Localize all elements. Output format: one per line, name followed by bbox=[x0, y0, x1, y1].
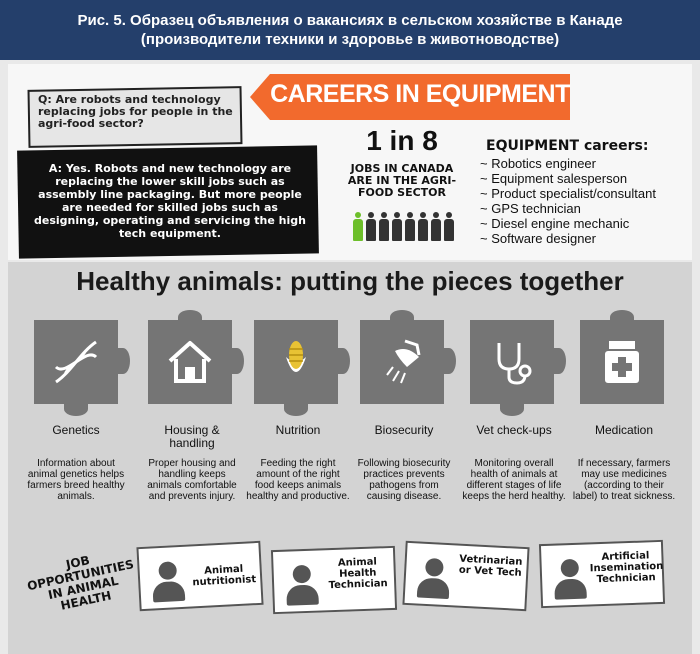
piece-description: Following biosecurity practices prevents pathogens from causing disease. bbox=[357, 458, 451, 502]
banner-notch bbox=[250, 74, 270, 120]
piece-description: If necessary, farmers may use medicines (according to their label) to treat sickness. bbox=[572, 458, 676, 502]
answer-text: A: Yes. Robots and new technology are replacing the lower skill jobs such as assembly line packaging. But more people are needed for skilled jobs such as designing, operating and servicing the high tech equipment. bbox=[34, 162, 306, 240]
person-icon bbox=[443, 212, 455, 242]
job-card bbox=[271, 546, 397, 614]
job-card bbox=[402, 541, 529, 611]
person-icon bbox=[352, 212, 364, 242]
job-card-label: Artificial Insemination Technician bbox=[589, 550, 664, 586]
piece-description: Monitoring overall health of animals at different stages of life keeps the herd healthy. bbox=[462, 458, 566, 502]
career-item: ~ Product specialist/consultant bbox=[480, 186, 656, 201]
piece-description: Proper housing and handling keeps animals comfortable and prevents injury. bbox=[147, 458, 237, 502]
job-card-label: Vetrinarian or Vet Tech bbox=[458, 553, 523, 579]
person-icon bbox=[365, 212, 377, 242]
job-card-label: Animal nutritionist bbox=[192, 563, 257, 589]
person-silhouette-icon bbox=[551, 558, 588, 599]
puzzle-piece-medication bbox=[580, 320, 664, 404]
piece-title: Nutrition bbox=[275, 423, 321, 437]
person-icon bbox=[378, 212, 390, 242]
equipment-careers-list bbox=[480, 156, 656, 246]
job-opportunities-heading: JOB OPPORTUNITIES IN ANIMAL HEALTH bbox=[25, 553, 136, 613]
caption-line-1: Рис. 5. Образец объявления о вакансиях в сельском хозяйстве в Канаде bbox=[77, 12, 623, 29]
careers-title: CAREERS IN EQUIPMENT bbox=[270, 80, 570, 108]
person-icon bbox=[404, 212, 416, 242]
piece-title: Vet check-ups bbox=[476, 423, 552, 437]
piece-description: Feeding the right amount of the right food keeps animals healthy and productive. bbox=[246, 458, 350, 502]
career-item: ~ Software designer bbox=[480, 231, 596, 246]
puzzle-piece-genetics bbox=[34, 320, 118, 404]
career-item: ~ Diesel engine mechanic bbox=[480, 216, 630, 231]
piece-description: Information about animal genetics helps farmers breed healthy animals. bbox=[27, 458, 125, 502]
house-icon bbox=[165, 337, 215, 387]
puzzle-piece-housing bbox=[148, 320, 232, 404]
puzzle-piece-nutrition bbox=[254, 320, 338, 404]
career-item: ~ GPS technician bbox=[480, 201, 581, 216]
person-icon bbox=[430, 212, 442, 242]
person-silhouette-icon bbox=[415, 557, 453, 599]
ratio-headline: 1 in 8 bbox=[366, 125, 438, 156]
job-card-label: Animal Health Technician bbox=[328, 556, 388, 592]
ratio-caption: JOBS IN CANADA ARE IN THE AGRI-FOOD SECTOR bbox=[347, 162, 457, 199]
caption-line-2: (производители техники и здоровье в животноводстве) bbox=[140, 31, 560, 48]
piece-title: Biosecurity bbox=[374, 423, 434, 437]
dna-icon bbox=[51, 337, 101, 387]
figure-caption bbox=[0, 0, 700, 60]
people-pictogram bbox=[352, 212, 458, 242]
career-item: ~ Robotics engineer bbox=[480, 156, 596, 171]
corn-icon bbox=[271, 337, 321, 387]
shower-icon bbox=[377, 337, 427, 387]
person-silhouette-icon bbox=[149, 561, 187, 603]
job-card bbox=[136, 541, 263, 611]
piece-title: Housing & handling bbox=[164, 423, 220, 450]
piece-title: Genetics bbox=[52, 423, 100, 437]
piece-title: Medication bbox=[594, 423, 654, 437]
person-icon bbox=[391, 212, 403, 242]
equipment-careers-heading: EQUIPMENT careers: bbox=[486, 138, 649, 154]
question-text: Q: Are robots and technology replacing jobs for people in the agri-food sector? bbox=[38, 93, 233, 130]
person-icon bbox=[417, 212, 429, 242]
job-card bbox=[539, 540, 665, 608]
person-silhouette-icon bbox=[283, 564, 320, 605]
animal-health-title: Healthy animals: putting the pieces together bbox=[76, 266, 624, 296]
puzzle-piece-vet-checkups bbox=[470, 320, 554, 404]
stethoscope-icon bbox=[487, 337, 537, 387]
puzzle-piece-biosecurity bbox=[360, 320, 444, 404]
medicine-bottle-icon bbox=[597, 337, 647, 387]
career-item: ~ Equipment salesperson bbox=[480, 171, 628, 186]
